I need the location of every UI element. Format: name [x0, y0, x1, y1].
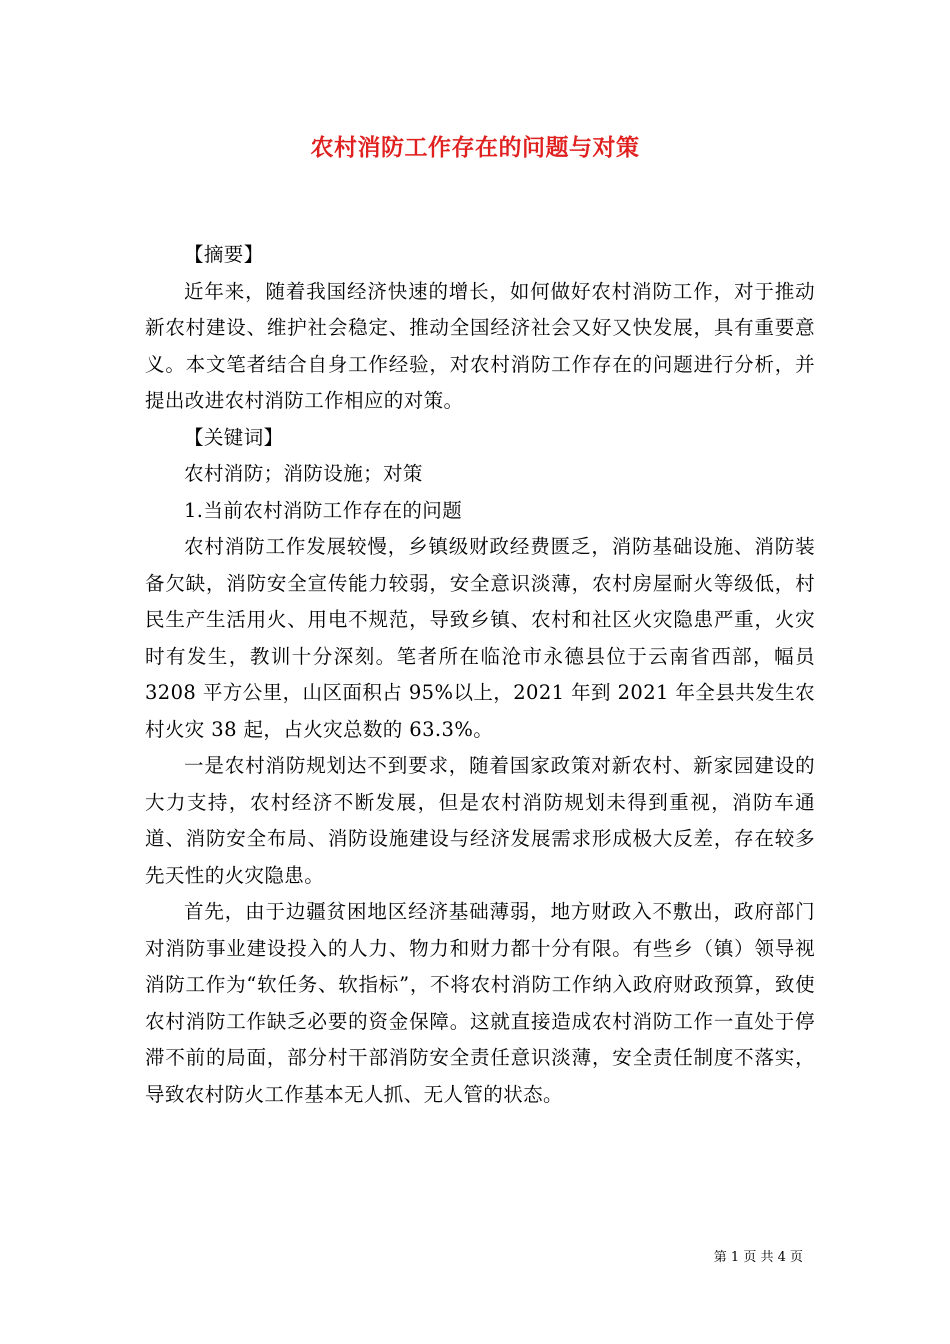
- document-body: [145, 237, 815, 1113]
- body-paragraph: 首先，由于边疆贫困地区经济基础薄弱，地方财政入不敷出，政府部门对消防事业建设投入的人力、物力和财力都十分有限。有些乡（镇）领导视消防工作为“软任务、软指标”，不将农村消防工作纳入政府财政预算，致使农村消防工作缺乏必要的资金保障。这就直接造成农村消防工作一直处于停滞不前的局面，部分村干部消防安全责任意识淡薄，安全责任制度不落实，导致农村防火工作基本无人抓、无人管的状态。: [145, 900, 815, 1106]
- abstract-paragraph: 近年来，随着我国经济快速的增长，如何做好农村消防工作，对于推动新农村建设、维护社会稳定、推动全国经济社会又好又快发展，具有重要意义。本文笔者结合自身工作经验，对农村消防工作存在的问题进行分析，并提出改进农村消防工作相应的对策。: [145, 279, 815, 412]
- page-number-footer: 第 1 页 共 4 页: [713, 1250, 803, 1265]
- body-paragraph: 农村消防工作发展较慢，乡镇级财政经费匮乏，消防基础设施、消防装备欠缺，消防安全宣传能力较弱，安全意识淡薄，农村房屋耐火等级低，村民生产生活用火、用电不规范，导致乡镇、农村和社区火灾隐患严重，火灾时有发生，教训十分深刻。笔者所在临沧市永德县位于云南省西部，幅员 3208 平方公里，山区面积占 95%以上，2021 年到 2021 年全县共发生农村火灾 38 起，占火灾总数的 63.3%。: [145, 535, 815, 741]
- section-heading: 1.当前农村消防工作存在的问题: [184, 498, 463, 522]
- keywords-paragraph: 农村消防；消防设施；对策: [184, 462, 423, 485]
- keywords-heading: 【关键词】: [184, 425, 284, 449]
- body-paragraph: 一是农村消防规划达不到要求，随着国家政策对新农村、新家园建设的大力支持，农村经济不断发展，但是农村消防规划未得到重视，消防车通道、消防安全布局、消防设施建设与经济发展需求形成极大反差，存在较多先天性的火灾隐患。: [145, 754, 815, 887]
- abstract-heading: 【摘要】: [184, 243, 264, 266]
- document-title: 农村消防工作存在的问题与对策: [310, 134, 640, 161]
